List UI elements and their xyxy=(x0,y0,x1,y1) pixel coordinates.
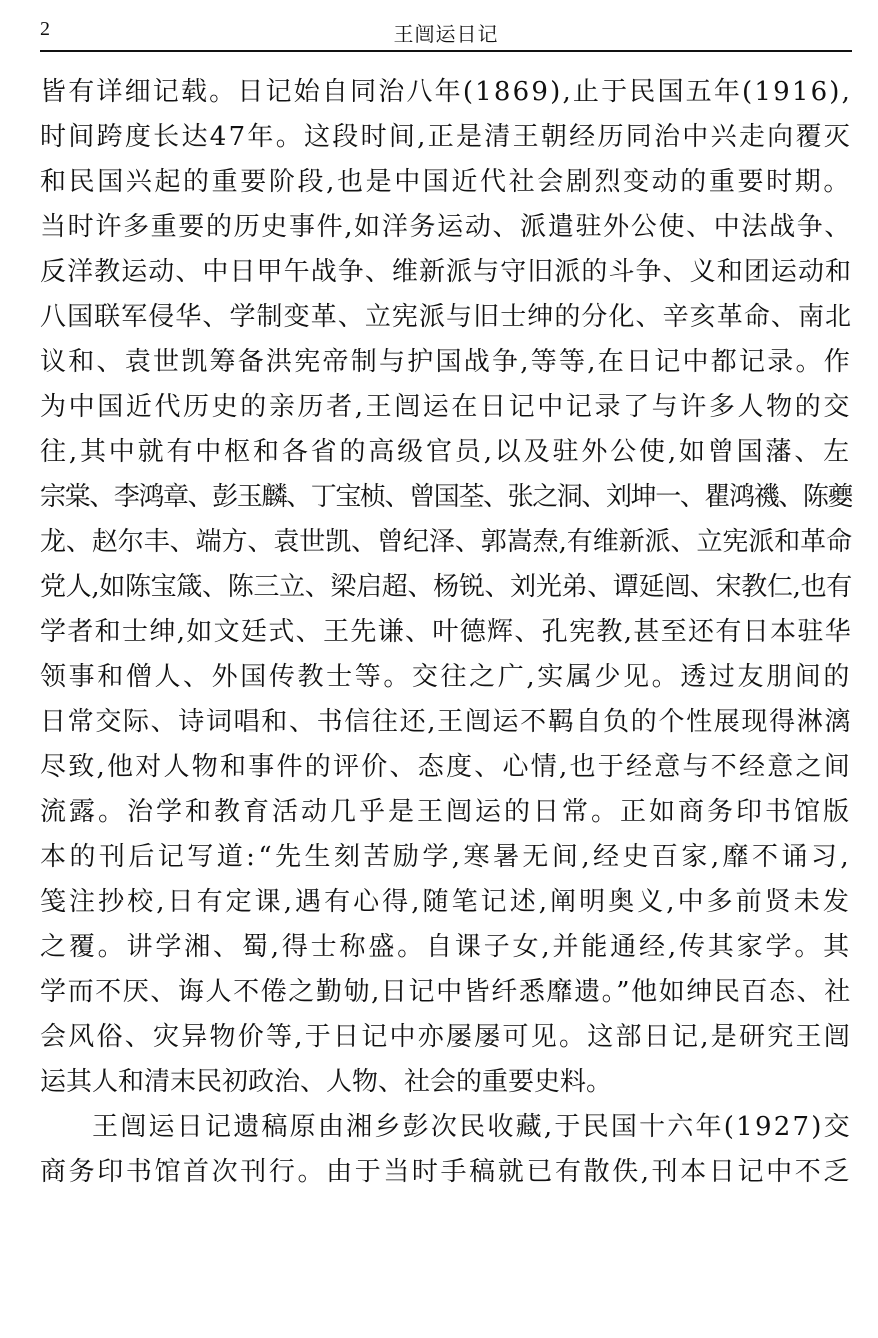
text-line: 宗棠、李鸿章、彭玉麟、丁宝桢、曾国荃、张之洞、刘坤一、瞿鸿禨、陈夔 xyxy=(40,482,852,512)
text-line: 流露。治学和教育活动几乎是王闿运的日常。正如商务印书馆版 xyxy=(40,797,852,827)
text-line: 时间跨度长达47年。这段时间,正是清王朝经历同治中兴走向覆灭 xyxy=(40,122,852,152)
text-line: 笺注抄校,日有定课,遇有心得,随笔记述,阐明奥义,中多前贤未发 xyxy=(40,887,852,917)
paragraph xyxy=(40,70,852,1105)
text-line: 学者和士绅,如文廷式、王先谦、叶德辉、孔宪教,甚至还有日本驻华 xyxy=(40,617,852,647)
text-line: 领事和僧人、外国传教士等。交往之广,实属少见。透过友朋间的 xyxy=(40,662,852,692)
body-text xyxy=(40,70,852,1195)
text-line: 运其人和清末民初政治、人物、社会的重要史料。 xyxy=(40,1067,613,1097)
text-line: 往,其中就有中枢和各省的高级官员,以及驻外公使,如曾国藩、左 xyxy=(40,437,852,467)
text-line: 王闿运日记遗稿原由湘乡彭次民收藏,于民国十六年(1927)交 xyxy=(92,1112,852,1142)
text-line: 党人,如陈宝箴、陈三立、梁启超、杨锐、刘光弟、谭延闿、宋教仁,也有 xyxy=(40,572,852,602)
running-title: 王闿运日记 xyxy=(393,22,499,46)
running-header xyxy=(40,16,852,52)
text-line: 反洋教运动、中日甲午战争、维新派与守旧派的斗争、义和团运动和 xyxy=(40,257,852,287)
text-line: 之覆。讲学湘、蜀,得士称盛。自课子女,并能通经,传其家学。其 xyxy=(40,932,852,962)
text-line: 皆有详细记载。日记始自同治八年(1869),止于民国五年(1916), xyxy=(40,77,852,107)
text-line: 日常交际、诗词唱和、书信往还,王闿运不羁自负的个性展现得淋漓 xyxy=(40,707,852,737)
page-number: 2 xyxy=(40,18,50,40)
text-line: 本的刊后记写道:“先生刻苦励学,寒暑无间,经史百家,靡不诵习, xyxy=(40,842,852,872)
text-line: 和民国兴起的重要阶段,也是中国近代社会剧烈变动的重要时期。 xyxy=(40,167,852,197)
text-line: 议和、袁世凯筹备洪宪帝制与护国战争,等等,在日记中都记录。作 xyxy=(40,347,852,377)
text-line: 当时许多重要的历史事件,如洋务运动、派遣驻外公使、中法战争、 xyxy=(40,212,852,242)
text-line: 龙、赵尔丰、端方、袁世凯、曾纪泽、郭嵩焘,有维新派、立宪派和革命 xyxy=(40,527,852,557)
text-line: 为中国近代历史的亲历者,王闿运在日记中记录了与许多人物的交 xyxy=(40,392,852,422)
paragraph xyxy=(40,1105,852,1195)
text-line: 商务印书馆首次刊行。由于当时手稿就已有散佚,刊本日记中不乏 xyxy=(40,1157,852,1187)
text-line: 会风俗、灾异物价等,于日记中亦屡屡可见。这部日记,是研究王闿 xyxy=(40,1022,852,1052)
text-line: 学而不厌、诲人不倦之勤劬,日记中皆纤悉靡遗。”他如绅民百态、社 xyxy=(40,977,852,1007)
text-line: 尽致,他对人物和事件的评价、态度、心情,也于经意与不经意之间 xyxy=(40,752,852,782)
text-line: 八国联军侵华、学制变革、立宪派与旧士绅的分化、辛亥革命、南北 xyxy=(40,302,852,332)
